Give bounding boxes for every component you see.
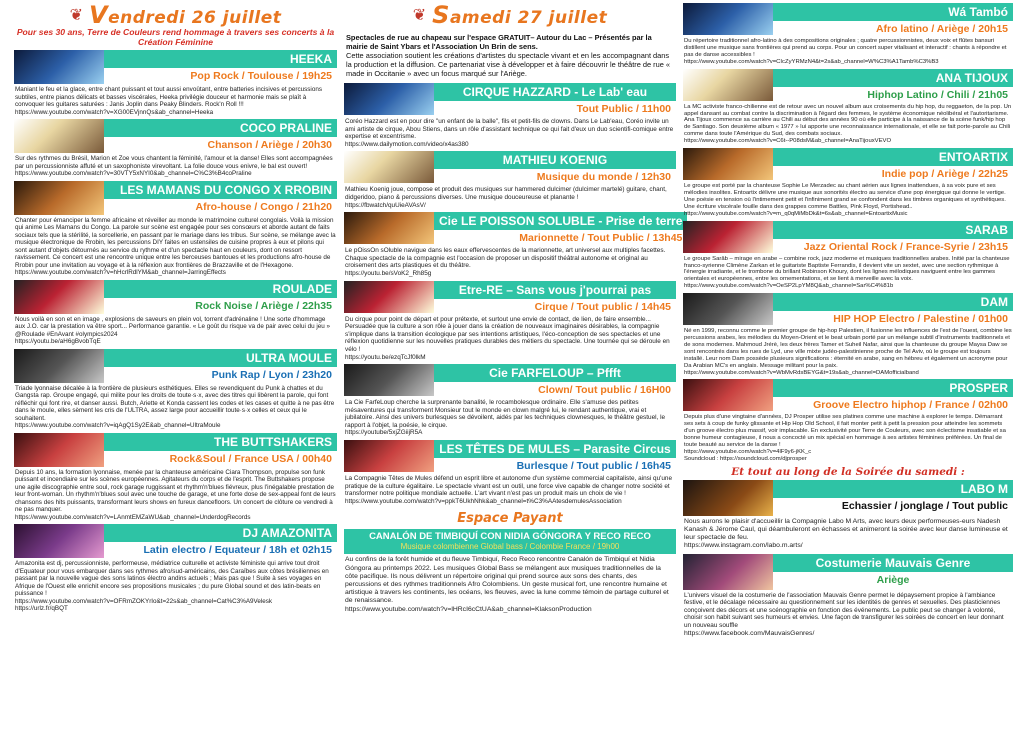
act-link[interactable]: https://www.youtube.com/watch?v=30VTY5xNYI0&ab_channel=C%C3%B4coPraline: [15, 170, 252, 177]
friday-column: [14, 0, 337, 613]
costumerie-genre: Ariège: [773, 572, 1013, 587]
act-header: [434, 440, 676, 473]
act-description: Mathieu Koenig joue, compose et produit des musiques sur hammered dulcimer (dulcimer martelé) guitare, chant, didgeridoo, piano & percussions diverses. Une musique douceureuse et planante !: [345, 186, 667, 201]
act-link[interactable]: https://www.youtube.com/watch?v=OeSP2LpYM8Q&ab_channel=Sar%C4%81b: [684, 283, 894, 290]
canalon-link[interactable]: https://www.youtube.com/watch?v=lHRcI6cCtUA&ab_channel=KlaksonProduction: [345, 605, 592, 613]
act-name: HEEKA: [104, 50, 337, 68]
saturday-column: [344, 0, 683, 614]
act-photo: [14, 433, 104, 467]
saturday-intro-bold: Spectacles de rue au chapeau sur l'espace GRATUIT– Autour du Lac – Présentés par la mairie de Saint Ybars et l'Association Un Brin de sens.: [346, 33, 652, 51]
labo-m-block: [683, 480, 1013, 516]
act-block: [344, 440, 676, 473]
act-link[interactable]: https://www.youtube.com/watch?v=OFRmZOKYrIo&t=22s&ab_channel=Cat%C3%A9Velesk: [15, 597, 273, 605]
costumerie-name: Costumerie Mauvais Genre: [773, 554, 1013, 572]
act-block: [683, 69, 1013, 102]
act-block: [14, 433, 337, 467]
act-photo: [683, 379, 773, 411]
act-genre: Burlesque / Tout public / 16h45: [434, 458, 676, 473]
act-link[interactable]: https://www.youtube.com/watch?v=4lF9y6-jKK_c: [684, 449, 812, 455]
act-genre: HIP HOP Electro / Palestine / 01h00: [773, 311, 1013, 326]
act-description: Nous voilà en son et en image , explosions de saveurs en plein vol, torrent d'adrénaline ! Une sorte d'hommage aux J.O. car la prestation va être sport... Performance garantie. « Le goût du risque va de pair avec celui du jeu » @Roulade #EnAvant #olympics2024: [15, 315, 331, 338]
act-photo: [683, 293, 773, 325]
act-link[interactable]: https://www.youtube.com/watch?v=C6t--P08dsM&ab_channel=AnaTijouxVEVO: [684, 138, 892, 145]
allday-title: Et tout au long de la Soirée du samedi :: [731, 465, 965, 478]
act-description: Du cirque pour point de départ et pour prétexte, et surtout une envie de contact, de lien, de faire ensemble... Persuadée que la culture a son rôle à jouer dans la création de nouveaux imaginaires désirables, la compagnie s'implique dans la transition écologique par ses intentions artistiques, l'éco-conception de ses spectacles et une réflexion quotidienne sur les nouvelles pratiques durables des métiers du spectacle. Une tournée qui se déroule en vélo !: [345, 315, 670, 353]
saturday-header: [344, 0, 676, 30]
espace-payant-title: Espace Payant: [457, 511, 563, 527]
act-block: [14, 119, 337, 153]
act-description: La Compagnie Têtes de Mules défend un esprit libre et autonome d'un système commercial capitaliste, ainsi qu'une pratique de la culture égalitaire. Le spectacle vivant est un outil, une force vive capable de changer notre société et transformer notre politique mondiale actuelle. L'art vivant n'est pas un produit mais un choix de vie !: [345, 475, 673, 498]
act-header: [773, 148, 1013, 181]
saturday-title: Samedi 27 juillet: [432, 1, 608, 29]
act-block: [344, 83, 676, 116]
costumerie-desc: L'univers visuel de la costumerie de l'association Mauvais Genre permet le dépaysement propice à l'ambiance festive, et le décalage nécessaire au questionnement sur les identités de genres et sexuelles. Des plasticiennes conçoivent des décors et une scénographie en fonction des événements. Le public peut se changer à volonté, choisir son habit suivant ses humeurs et envies. Une façon de transfigurer les soirées de concert en leur donnant un nouveau souffle: [684, 591, 1004, 629]
saturday-intro: [344, 30, 676, 80]
act-genre: Hiphop Latino / Chili / 21h05: [773, 87, 1013, 102]
act-description: Le pOissOn sOluble navigue dans les eaux effervescentes de la marionnette, art universel aux multiples facettes. Chaque spectacle de la compagnie est l'occasion de proposer un dispositif théâtral autonome et original au croisement des arts plastiques et du théâtre.: [345, 247, 666, 270]
act-block: [14, 50, 337, 84]
act-photo: [14, 119, 104, 153]
friday-title: Vendredi 26 juillet: [89, 1, 282, 29]
costumerie-link[interactable]: https://www.facebook.com/MauvaisGenres/: [684, 629, 815, 637]
act-description: Né en 1999, reconnu comme le premier groupe de hip-hop Palestien, il fusionne les influences de l'est de l'ouest, combine les percussions arabes, les mélodies du Moyen-Orient et le beat urbain porté par un mélange subtil d'instruments traditionnels et de sons modernes. Mahmoud Jrérè, les deux frères Tamer et Suheil Nafar, ainsi que la chanteuse du groupe Maysa Daw se sont rencontrés dans les rues de Lyd, une ville mixte judéo-palestinienne proche de Tel Aviv, où le groupe est toujours installé. Leur nom Dam possède plusieurs significations : éternité en arabe, sang en hébreu et également un acronyme pour Da Arabian MC's en anglais. Message militant pour la paix.: [684, 328, 1012, 369]
act-name: COCO PRALINE: [104, 119, 337, 137]
act-genre: Chanson / Ariège / 20h30: [104, 137, 337, 152]
act-description: Chanter pour émanciper la femme africaine et réveiller au monde le matrimoine culturel congolais. Voilà la mission qui anime Les Mamans du Congo. La parole sur scène est engagée pour ses consœurs et aborde autant de faits sociaux tels que la stérilité, la sorcellerie, en passant par le mariage dans les tribus. Sur scène, se mélange avec la musique électronique de Rrobin, les percussions DIY faites en ustensiles de cuisine propres à eux et pilons qui sont autant d'objets détournés au service du rythme et d'un spectacle haut en couleurs, dont on ressort ravissement. Ce concert est une rencontre unique entre les berceuses bantoues et les productions afro-house de Rrobin pour une invitation au voyage et à la réflexion aux frontières de Brazzaville et de l'Hexagone.: [15, 216, 336, 269]
act-genre: Marionnette / Tout Public / 13h45: [434, 230, 687, 245]
act-link[interactable]: https://youtu.be/ezqTcJf0lkM: [345, 353, 426, 361]
act-link[interactable]: https://www.youtube.com/watch?v=WbMvRdsBEYG&t=19s&ab_channel=DAMofficialband: [684, 369, 919, 376]
leaf-icon: ❦: [412, 7, 427, 24]
act-header: [104, 181, 337, 215]
act-header: [773, 69, 1013, 102]
act-block: [683, 3, 1013, 36]
friday-tagline: Pour ses 30 ans, Terre de Couleurs rend hommage à travers ses concerts à la Création Féminine: [16, 27, 335, 47]
act-genre: Cirque / Tout public / 14h45: [434, 299, 676, 314]
act-photo: [14, 524, 104, 558]
act-genre: Pop Rock / Toulouse / 19h25: [104, 68, 337, 83]
act-name: DAM: [773, 293, 1013, 311]
act-photo: [14, 349, 104, 383]
act-photo: [344, 364, 434, 396]
act-name: Cie LE POISSON SOLUBLE - Prise de terre: [434, 212, 687, 230]
leaf-icon: ❦: [69, 7, 84, 24]
act-name: ENTOARTIX: [773, 148, 1013, 166]
act-block: [344, 364, 676, 397]
act-block: [683, 221, 1013, 254]
act-header: [773, 293, 1013, 326]
act-name: PROSPER: [773, 379, 1013, 397]
act-link-secondary[interactable]: https://urlz.fr/qBQT: [15, 605, 68, 612]
act-photo: [683, 221, 773, 253]
act-block: [14, 349, 337, 383]
act-link[interactable]: https://www.youtube.com/watch?v=m_q0qMiMbDk&t=6s&ab_channel=EntoartixMusic: [684, 210, 908, 217]
act-block: [344, 212, 683, 245]
act-genre: Jazz Oriental Rock / France-Syrie / 23h15: [773, 239, 1013, 254]
act-description: Le groupe Sarâb – mirage en arabe – combine rock, jazz moderne et musiques traditionnelles arabes. Initié par la chanteuse franco-syrienne Climène Zarkan et le guitariste Baptiste Ferrandis, il devient vite un sextet, avec une section rythmique à l'énergie irradiante, et le trombone du brillant Robinson Khoury, dont les lignes mélodiques naviguent entre les gammes orientales et européennes, entre les ornementations, et se lient à merveille avec la voix.: [684, 255, 1010, 283]
act-description: Amazonita est dj, percussionniste, performeuse, médiatrice culturelle et activiste féministe qui arrive tout droit d'Equateur pour vous embarquer dans ses rythmes afro/sud-américains, des Caraïbes aux côtes brésiliennes en passant par la nouvelle vague des sons latinos électro andins actuels ; Mais pas que ! Suite à ses voyages en Afrique de l'Ouest elle enrichit encore ses propositions musicales ; du pure Global sound et des latin-beats en puissance !: [15, 560, 329, 597]
act-genre: Rock&Soul / France USA / 00h40: [104, 451, 337, 466]
act-link[interactable]: https://www.youtube.com/watch?v=iqAgQ1Sy2E&ab_channel=UltraMoule: [15, 422, 221, 429]
act-header: [434, 364, 676, 397]
canalon-name: CANALÓN DE TIMBIQUÍ CON NIDIA GÓNGORA Y RECO RECO: [344, 529, 676, 542]
act-photo: [344, 440, 434, 472]
act-genre: Clown/ Tout public / 16H00: [434, 382, 676, 397]
labo-m-link[interactable]: https://www.instagram.com/labo.m.arts/: [684, 542, 803, 550]
act-name: Etre-RE – Sans vous j'pourrai pas: [434, 281, 676, 299]
act-header: [434, 281, 676, 314]
act-header: [104, 433, 337, 467]
act-name: SARAB: [773, 221, 1013, 239]
act-description: Du répertoire traditionnel afro-latino à des compositions originales ; quatre percussionnistes, deux voix et flûtes bansuri distillent une musique sans frontières qui prend au corps. Pour un concert super vitalisant et interactif : chants à répondre et pas de danse accessibles !: [684, 38, 1007, 58]
act-description: Le groupe est porté par la chanteuse Sophie Le Merzadec au chant aérien aux lignes inattendues, à sa voix pure et ses mélodies insolites. Entoartix délivre une musique aux sonorités électro au service d'une pop énergique qui donne le vertige. Une poésie en tension où l'intimement petit et l'infiniment grand se confondent dans les timbres organiques et synthétiques. Une écriture viscérale fouille dans des grappes comme Battles, Pink Floyd, Portishead..: [684, 183, 1006, 210]
act-block: [344, 281, 676, 314]
act-block: [14, 524, 337, 558]
act-link[interactable]: https://youtube/5xjZGiijR5A: [345, 429, 423, 437]
act-name: LES TÊTES DE MULES – Parasite Circus: [434, 440, 676, 458]
canalon-genre: Musique colombienne Global bass / Colombie France / 19h00: [344, 542, 676, 554]
act-link[interactable]: https://www.youtube.com/watch?v=XG00EVjnnQs&ab_channel=Heeka: [15, 108, 214, 116]
act-name: ULTRA MOULE: [104, 349, 337, 367]
act-name: Cie FARFELOUP – Pffft: [434, 364, 676, 382]
act-link[interactable]: https://fbwatch/quUieAVAsV/: [345, 201, 426, 209]
act-photo: [344, 151, 434, 183]
act-header: [773, 221, 1013, 254]
act-header: [434, 83, 676, 116]
act-genre: Groove Electro hiphop / France / 02h00: [773, 397, 1013, 412]
labo-m-photo: [683, 480, 773, 516]
act-genre: Latin electro / Equateur / 18h et 02h15: [104, 542, 337, 557]
act-link[interactable]: https://www.youtube.com/watch?v=ppkT6UkhNhk&ab_channel=t%C3%AAtesdemulesAssociation: [345, 497, 622, 505]
act-description: Depuis 10 ans, la formation lyonnaise, menée par la chanteuse américaine Ciara Thompson, propulse son funk puissant et incendiaire sur les scènes européennes. Agitateurs du corps et de l'esprit. The Buttshakers propose une agile discographie entre soul, rock garage ruggissant et rhythm'n'blues fiévreux, plus l'inégalable prestation de leur front-woman. Un rhythm'n'blues soul avec une touche de garage, et une forte dose de sex-appeal font de leurs chansons des hits puissants, transformant leurs shows en fureux dancefloors. Un concert de clôture ce vendredi à ne pas manquer.: [15, 468, 336, 513]
act-block: [683, 293, 1013, 326]
act-photo: [14, 280, 104, 314]
friday-header: [14, 0, 337, 30]
saturday-intro-text: Cette association soutient les créations d'artistes du spectacle vivant et en les accompagnant dans la production et la diffusion. Ce partenariat vise à développer et à faire découvrir le théâtre de rue « made in Occitanie » avec un focus marqué sur l'Ariège.: [346, 51, 671, 78]
act-block: [344, 151, 676, 184]
act-header: [104, 524, 337, 558]
act-photo: [683, 69, 773, 101]
act-block: [683, 148, 1013, 181]
act-description: Depuis plus d'une vingtaine d'années, DJ Prosper utilise ses platines comme une machine à explorer le temps. Démarrant ses sets à coup de funky glissante et Hip Hop Old School, il fait monter petit à petit la pression pour atteindre les sommets d'un groove électro plus massif, voir implacable. En exclusivité pour Terre de Couleurs, avec son éclectisme insatiable et sa bonne humeur contagieuse, il nous a concocté un mix spécial en hommage à ses artistes féminines préférées. Un final de toute beauté au service de la danse !: [684, 414, 1006, 449]
act-header: [104, 280, 337, 314]
act-header: [773, 379, 1013, 412]
act-header: [434, 151, 676, 184]
act-photo: [344, 212, 434, 244]
canalon-desc: Au confins de la forêt humide et du fleuve Timbiquí, Reco Reco rencontre Canalón de Timbiquí et Nidia Góngora au printemps 2022. Les musiques Global Bass se mélangent aux musiques traditionnelles de la côte pacifique. Ils nous délivrent un répertoire original qui prend source aux sons des chants, des percussions et des rythmes traditionnels Afro Colombiens. Un geste musical fort, une rencontre humaine et artistique à travers les continents, les océans, les fleuves, avec la lune comme témoin de partage culturel et de renaissance.: [345, 556, 669, 605]
act-description: La Cie FarfeLoup cherche la surprenante banalité, le rocambolesque ordinaire. Elle s'amuse des petites mésaventures qui transforment Monsieur tout le monde en clown malgré lui, le rendant authentique, vrai et jubilatoire. Ainsi des univers burlesques se dévoilent, aidés par les techniques clownesques, le théâtre gestuel, le rapport à l'objet, la poésie, le cirque.: [345, 399, 666, 429]
saturday-night-column: [683, 0, 1013, 638]
act-header: [434, 212, 687, 245]
labo-m-genre: Echassier / jonglage / Tout public: [773, 498, 1013, 513]
act-block: [14, 280, 337, 314]
saturday-acts: [344, 83, 683, 505]
act-genre: Musique du monde / 12h30: [434, 169, 676, 184]
act-description: Triade lyonnaise décalée à la frontière de plusieurs esthétiques. Elles se revendiquent du Punk à chattes et du Gangsta rap. Groupe engagé, qui milite pour les droits de toute·s·x, avec des titres qui libèrent la parole, qui font réfléchir qui font rire, et danser aussi. Butch, Ariette et Konda cassent les codes et les cases et quitte à ne pas être dans le moule, elles sèment les cris de l'ULTRA, assez large pour accueillir toute·s·x celles et ceux qui le souhaitent.: [15, 384, 335, 422]
act-link[interactable]: https://www.youtube.com/watch?v=hHcrlRdlYM&ab_channel=JarringEffects: [15, 269, 226, 276]
act-photo: [683, 3, 773, 35]
act-name: LES MAMANS DU CONGO X RROBIN: [104, 181, 337, 199]
act-genre: Indie pop / Ariège / 22h25: [773, 166, 1013, 181]
act-block: [14, 181, 337, 215]
act-photo: [14, 181, 104, 215]
act-photo: [344, 281, 434, 313]
costumerie-block: [683, 554, 1013, 590]
act-header: [773, 3, 1013, 36]
act-description: Sur des rythmes du Brésil, Marion et Zoe vous chantent la féminité, l'amour et la danse! Elles sont accompagnées par un percussionniste affuté et un saxophoniste virevoltant. La folie douce vous enivre, le bal est ouvert!: [15, 155, 333, 170]
act-name: DJ AMAZONITA: [104, 524, 337, 542]
labo-m-desc: Nous aurons le plaisir d'accueillir la Compagnie Labo M Arts, avec leurs deux performeuses-eurs Nadesh Kanash & Jérome Caul, qui déambuleront en échasses et animeront la soirée avec leur danse lumineuse et leur spectacle de feu.: [684, 517, 1008, 542]
act-genre: Rock Noise / Ariège / 22h35: [104, 298, 337, 313]
act-photo: [683, 148, 773, 180]
act-header: [104, 50, 337, 84]
act-name: THE BUTTSHAKERS: [104, 433, 337, 451]
act-genre: Afro latino / Ariège / 20h15: [773, 21, 1013, 36]
act-genre: Punk Rap / Lyon / 23h20: [104, 367, 337, 382]
costumerie-photo: [683, 554, 773, 590]
labo-m-name: LABO M: [773, 480, 1013, 498]
act-link[interactable]: https://youtu.be/aH6gBvobTqE: [15, 338, 101, 345]
act-link[interactable]: https://www.youtube.com/watch?v=CIcZyYRMzN4&t=2s&ab_channel=W%C3%A1Tamb%C3%B3: [684, 58, 939, 65]
act-header: [104, 349, 337, 383]
act-block: [683, 379, 1013, 412]
act-name: CIRQUE HAZZARD - Le Lab' eau: [434, 83, 676, 101]
act-photo: [344, 83, 434, 115]
act-header: [104, 119, 337, 153]
saturday-night-acts: [683, 3, 1013, 463]
act-name: ROULADE: [104, 280, 337, 298]
act-description: La MC activiste franco-chilienne est de retour avec un nouvel album aux croisements du hip hop, du reggaeton, de la pop. Un appel dansant au combat contre la discrimination à l'égard des femmes, le système économique néolibéral et l'autoritarisme. Ana Tijoux commence sa carrière au Chili au début des années 90 où elle participe à la naissance de la scène funk/hip hop de Santiago. Son deuxième album « 1977 » lui apporte une reconnaissance internationale, et elle se fait porte-parole au Chili comme dans toute l'Amérique du Sud, des combats sociaux.: [684, 103, 1012, 138]
act-name: Wá Tambó: [773, 3, 1013, 21]
act-link-secondary[interactable]: Soundcloud : https://soundcloud.com/djprosper: [684, 455, 807, 462]
act-name: MATHIEU KOENIG: [434, 151, 676, 169]
act-genre: Tout Public / 11h00: [434, 101, 676, 116]
act-link[interactable]: https://youtu.be/sVoK2_Rh85g: [345, 269, 432, 277]
act-photo: [14, 50, 104, 84]
act-link[interactable]: https://www.youtube.com/watch?v=LAnmtEMZaWU&ab_channel=UnderdogRecords: [15, 513, 251, 521]
act-name: ANA TIJOUX: [773, 69, 1013, 87]
act-genre: Afro-house / Congo / 21h20: [104, 199, 337, 214]
act-description: Coréo Hazzard est en pour dire "un enfant de la balle", fils et petit-fils de clowns. Dans Le Lab'eau, Coréo invite un ami artiste de cirque, Abou Stiens, dans un rôle d'assistant technique ce qui fait d'eux un duo scientifi-comique entre expertise et excentrisme.: [345, 118, 674, 141]
act-link[interactable]: https://www.dailymotion.com/video/x4as380: [345, 140, 469, 148]
friday-acts: [14, 50, 337, 613]
act-description: Maniant le feu et la glace, entre chant puissant et tout aussi envoûtant, entre batteries incisives et percussions subtiles, entre pianos délicats et basses viscérales, Heeka privilégie douceur et harmonie mais se plaît à convoquer les guitares saturées : Janis Joplin dans Peaky Blinders. Rock'n Roll !!!: [15, 86, 322, 108]
